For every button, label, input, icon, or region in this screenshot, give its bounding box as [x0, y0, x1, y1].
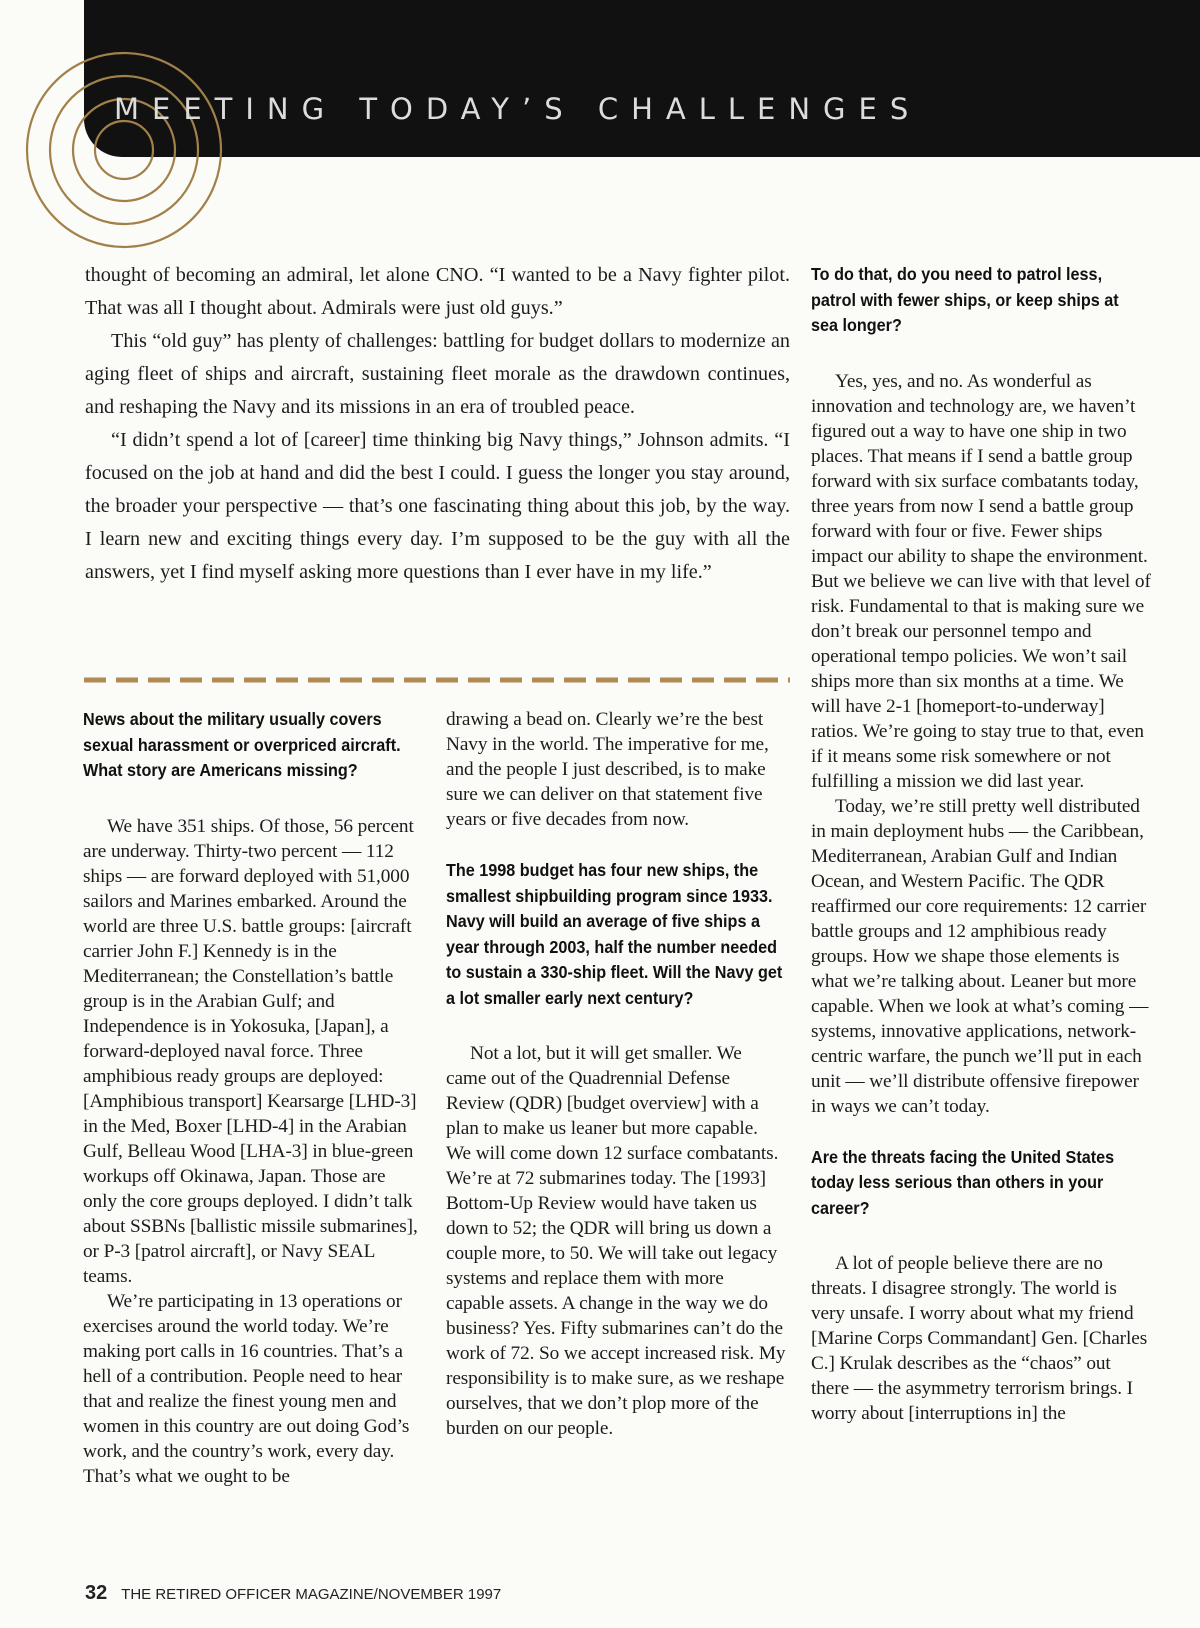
answer-paragraph: drawing a bead on. Clearly we’re the best Navy in the world. The imperative for me, and the people I just described, is to make sure we can deliver on that statement five years or five decades from now. — [446, 709, 769, 830]
column-two — [446, 707, 786, 1441]
answer-paragraph: A lot of people believe there are no threats. I disagree strongly. The world is very unsafe. I worry about what my friend [Marine Corps Commandant] Gen. [Charles C.] Krulak describes as the “chaos” out there — the asymmetry terrorism brings. I worry about [interruptions in] the — [811, 1253, 1148, 1424]
interview-question: The 1998 budget has four new ships, the smallest shipbuilding program since 1933. Navy will build an average of five ships a year through 2003, half the number needed to sustain a 330-ship fleet. Will the Navy get a lot smaller early next century? — [446, 860, 783, 1008]
dashed-section-divider — [84, 677, 790, 683]
lead-paragraph: “I didn’t spend a lot of [career] time thinking big Navy things,” Johnson admits. “I focused on the job at hand and did the best I could. I guess the longer you stay around, the broader your perspective — that’s one fascinating thing about this job, by the way. I learn new and exciting things every day. I’m supposed to be the guy with all the answers, yet I find myself asking more questions than I ever have in my life.” — [85, 429, 790, 583]
interview-question: To do that, do you need to patrol less, patrol with fewer ships, or keep ships at sea longer? — [811, 264, 1119, 335]
column-three — [811, 262, 1151, 1426]
section-title: MEETING TODAY’S CHALLENGES — [114, 92, 922, 126]
concentric-rings-ornament — [0, 0, 260, 260]
lead-text — [85, 259, 790, 589]
answer-paragraph: We’re participating in 13 operations or exercises around the world today. We’re making port calls in 16 countries. That’s a hell of a contribution. People need to hear that and realize the finest young men and women in this country are out doing God’s work, and the country’s work, every day. That’s what we ought to be — [83, 1290, 410, 1487]
lead-paragraph: thought of becoming an admiral, let alone CNO. “I wanted to be a Navy fighter pilot. That was all I thought about. Admirals were just old guys.” — [85, 264, 790, 319]
answer-paragraph: Not a lot, but it will get smaller. We came out of the Quadrennial Defense Review (QDR) [budget overview] with a plan to make us leaner but more capable. We will come down 12 surface combatants. We’re at 72 submarines today. The [1993] Bottom-Up Review would have taken us down to 52; the QDR will bring us down a couple more, to 50. We will take out legacy systems and replace them with more capable assets. A change in the way we do business? Yes. Fifty submarines can’t do the work of 72. So we accept increased risk. My responsibility is to make sure, as we reshape ourselves, that we don’t plop more of the burden on our people. — [446, 1043, 786, 1439]
lead-paragraph: This “old guy” has plenty of challenges: battling for budget dollars to modernize an aging fleet of ships and aircraft, sustaining fleet morale as the drawdown continues, and reshaping the Navy and its missions in an era of troubled peace. — [85, 330, 790, 418]
interview-question: Are the threats facing the United States today less serious than others in your career? — [811, 1146, 1115, 1218]
answer-paragraph: We have 351 ships. Of those, 56 percent are underway. Thirty-two percent — 112 ships — are forward deployed with 51,000 sailors and Marines embarked. Around the world are three U.S. battle groups: [aircraft carrier John F.] Kennedy is in the Mediterranean; the Constellation’s battle group is in the Arabian Gulf; and Independence is in Yokosuka, [Japan], a forward-deployed naval force. Three amphibious ready groups are deployed: [Amphibious transport] Kearsarge [LHD-3] in the Med, Boxer [LHD-4] in the Arabian Gulf, Belleau Wood [LHA-3] in blue-green workups off Okinawa, Japan. Those are only the core groups deployed. I didn’t talk about SSBNs [ballistic missile submarines], or P-3 [patrol aircraft], or Navy SEAL teams. — [83, 815, 418, 1287]
interview-question: News about the military usually covers sexual harassment or overpriced aircraft. What story are Americans missing? — [83, 709, 401, 780]
page-footer — [85, 1582, 501, 1605]
column-one — [83, 707, 419, 1489]
publication-line: THE RETIRED OFFICER MAGAZINE/NOVEMBER 1997 — [121, 1586, 502, 1603]
answer-paragraph: Today, we’re still pretty well distributed in main deployment hubs — the Caribbean, Mediterranean, Arabian Gulf and Indian Ocean, and Western Pacific. The QDR reaffirmed our core requirements: 12 carrier battle groups and 12 amphibious ready groups. How we shape those elements is what we’re talking about. Leaner but more capable. When we look at what’s coming — systems, innovative applications, network-centric warfare, the punch we’ll put in each unit — we’ll distribute offensive firepower in ways we can’t today. — [811, 795, 1149, 1117]
answer-paragraph: Yes, yes, and no. As wonderful as innovation and technology are, we haven’t figured out a way to have one ship in two places. That means if I send a battle group forward with six surface combatants today, three years from now I send a battle group forward with four or five. Fewer ships impact our ability to shape the environment. But we believe we can live with that level of risk. Fundamental to that is making sure we don’t break our personnel tempo and operational tempo policies. We won’t sail ships more than six months at a time. We will have 2-1 [homeport-to-underway] ratios. We’re going to stay true to that, even if it means some risk somewhere or not fulfilling a mission we did last year. — [811, 370, 1151, 792]
page-number: 32 — [85, 1582, 108, 1604]
